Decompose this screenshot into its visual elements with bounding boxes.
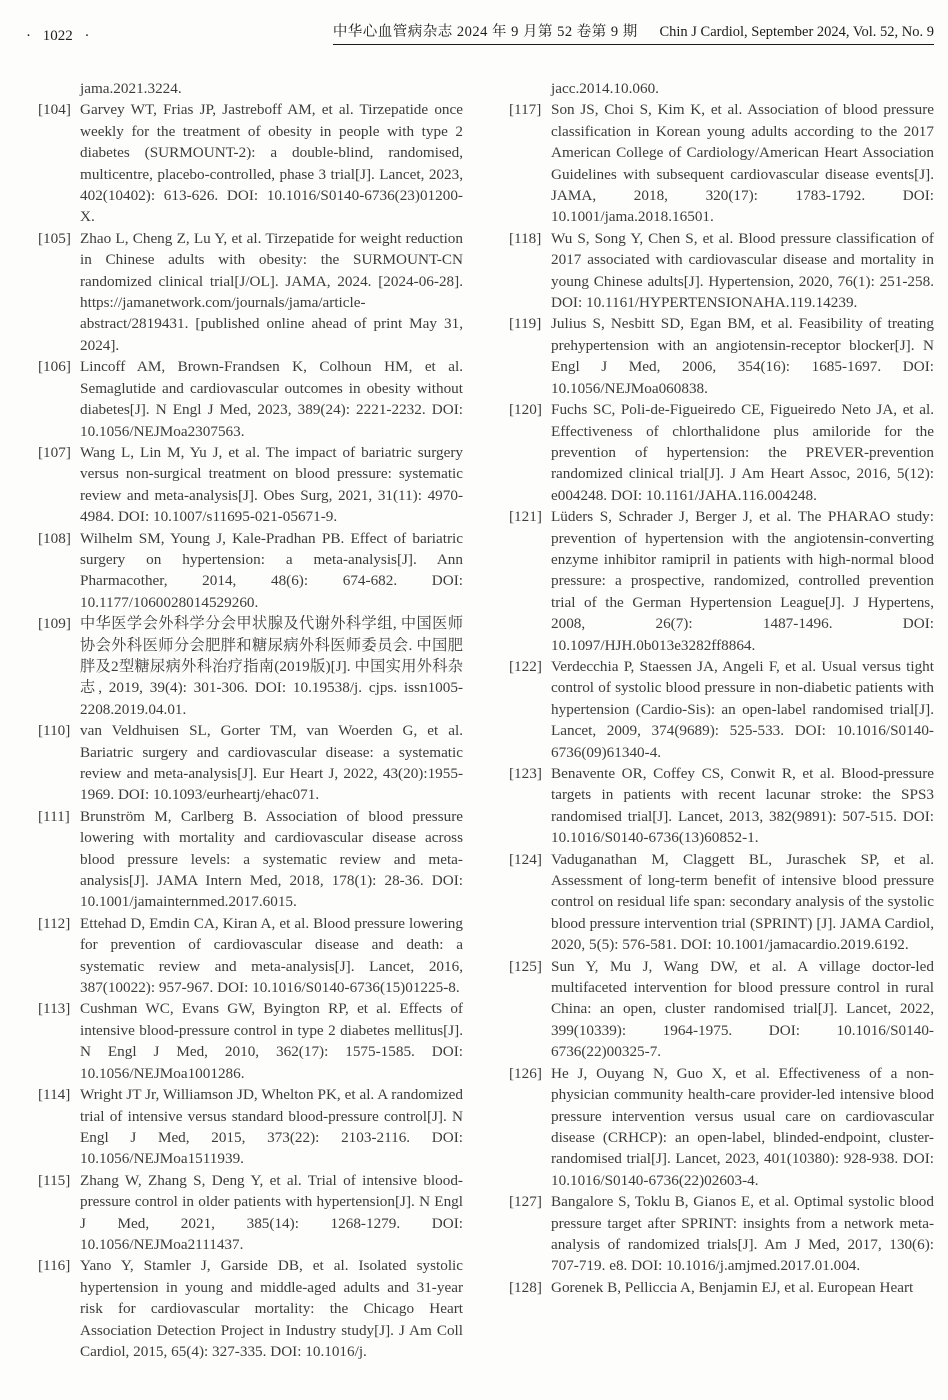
reference-number: [113] (38, 1000, 71, 1018)
references-right-column (509, 78, 934, 1362)
reference-text: Wu S, Song Y, Chen S, et al. Blood pressure classification of 2017 associated with cardiovascular disease and mortality in young Chinese adults[J]. Hypertension, 2020, 76(1): 251-258. DOI: 10.1161/HYPERTENSIONAHA.119.14239. (551, 229, 934, 312)
reference-item-125 (509, 956, 934, 1063)
reference-number: [105] (38, 229, 71, 247)
reference-number: [118] (509, 229, 542, 247)
reference-item-128 (509, 1277, 934, 1298)
reference-text: jama.2021.3224. (80, 80, 182, 97)
reference-text: Garvey WT, Frias JP, Jastreboff AM, et al. Tirzepatide once weekly for the treatment of obesity in people with type 2 diabetes (SURMOUNT-2): a double-blind, randomised, multicentre, placebo-controlled, phase 3 trial[J]. Lancet, 2023, 402(10402): 613-626. DOI: 10.1016/S0140-6736(23)01200-X. (80, 101, 463, 226)
page-number: · 1022 · (26, 28, 90, 44)
reference-number: [104] (38, 101, 71, 119)
reference-item-110 (38, 720, 463, 806)
reference-text: jacc.2014.10.060. (551, 80, 659, 97)
reference-item-115 (38, 1170, 463, 1256)
reference-text: Gorenek B, Pelliccia A, Benjamin EJ, et al. European Heart (551, 1278, 914, 1296)
reference-text: Fuchs SC, Poli-de-Figueiredo CE, Figueiredo Neto JA, et al. Effectiveness of chlorthalidone plus amiloride for the prevention of hypertension: the PREVER-prevention randomized clinical trial[J]. J Am Heart Assoc, 2016, 5(12): e004248. DOI: 10.1161/JAHA.116.004248. (551, 401, 934, 504)
reference-number: [121] (509, 508, 542, 526)
journal-title-chinese: 中华心血管病杂志 2024 年 9 月第 52 卷第 9 期 (332, 24, 638, 40)
reference-number: [125] (509, 957, 542, 975)
reference-item-114 (38, 1084, 463, 1170)
reference-item-116 (38, 1255, 463, 1362)
reference-number: [126] (509, 1064, 542, 1082)
reference-item-109 (38, 613, 463, 720)
reference-item-117 (509, 99, 934, 227)
reference-number: [111] (38, 807, 70, 825)
reference-item-119 (509, 313, 934, 399)
reference-number: [119] (509, 315, 542, 333)
references-section (24, 78, 934, 1362)
reference-item-108 (38, 528, 463, 614)
reference-text: Wang L, Lin M, Yu J, et al. The impact of bariatric surgery versus non-surgical treatment on blood pressure: systematic review and meta-analysis[J]. Obes Surg, 2021, 31(11): 4970-4984. DOI: 10.1007/s11695-021-05671-9. (80, 443, 463, 526)
reference-item-111 (38, 806, 463, 913)
reference-number: [107] (38, 443, 71, 461)
reference-number: [109] (38, 615, 71, 633)
reference-continuation (509, 78, 934, 99)
reference-item-126 (509, 1063, 934, 1191)
reference-number: [108] (38, 529, 71, 547)
reference-text: Zhang W, Zhang S, Deng Y, et al. Trial of intensive blood-pressure control in older patients with hypertension[J]. N Engl J Med, 2021, 385(14): 1268-1279. DOI: 10.1056/NEJMoa2111437. (80, 1171, 463, 1253)
reference-text: He J, Ouyang N, Guo X, et al. Effectiveness of a non-physician community health-care provider-led intensive blood pressure intervention versus usual care on cardiovascular disease (CRHCP): an open-label, blinded-endpoint, cluster-randomised trial[J]. Lancet, 2023, 401(10380): 928-938. DOI: 10.1016/S0140-6736(22)02603-4. (551, 1064, 934, 1189)
references-left-column (38, 78, 463, 1362)
reference-item-104 (38, 99, 463, 227)
reference-continuation (38, 78, 463, 99)
reference-text: Brunström M, Carlberg B. Association of blood pressure lowering with mortality and cardiovascular disease across blood pressure levels: a systematic review and meta-analysis[J]. JAMA Intern Med, 2018, 178(1): 28-36. DOI: 10.1001/jamainternmed.2017.6015. (80, 807, 463, 911)
reference-text: Vaduganathan M, Claggett BL, Juraschek SP, et al. Assessment of long-term benefit of intensive blood pressure control on residual life span: secondary analysis of the systolic blood pressure intervention trial (SPRINT) [J]. JAMA Cardiol, 2020, 5(5): 576-581. DOI: 10.1001/jamacardio.2019.6192. (551, 850, 934, 954)
reference-number: [115] (38, 1171, 71, 1189)
journal-title-english: Chin J Cardiol, September 2024, Vol. 52, No. 9 (659, 24, 934, 40)
reference-item-106 (38, 356, 463, 442)
reference-item-107 (38, 442, 463, 528)
reference-text: Ettehad D, Emdin CA, Kiran A, et al. Blood pressure lowering for prevention of cardiovascular disease and death: a systematic review and meta-analysis[J]. Lancet, 2016, 387(10022): 957-967. DOI: 10.1016/S0140-6736(15)01225-8. (80, 914, 463, 997)
reference-item-127 (509, 1191, 934, 1277)
reference-text: Son JS, Choi S, Kim K, et al. Association of blood pressure classification in Korean young adults according to the 2017 American College of Cardiology/American Heart Association Guidelines with subsequent cardiovascular disease events[J]. JAMA, 2018, 320(17): 1783-1792. DOI: 10.1001/jama.2018.16501. (551, 101, 934, 226)
reference-item-105 (38, 228, 463, 356)
reference-number: [116] (38, 1257, 71, 1275)
reference-text: Yano Y, Stamler J, Garside DB, et al. Isolated systolic hypertension in young and middle-aged adults and 31-year risk for cardiovascular mortality: the Chicago Heart Association Detection Project in Industry study[J]. J Am Coll Cardiol, 2015, 65(4): 327-335. DOI: 10.1016/j. (80, 1257, 463, 1360)
reference-text: Lüders S, Schrader J, Berger J, et al. The PHARAO study: prevention of hypertension with the angiotensin-converting enzyme inhibitor ramipril in patients with high-normal blood pressure: a prospective, randomized, controlled prevention trial of the German Hypertension League[J]. J Hypertens, 2008, 26(7): 1487-1496. DOI: 10.1097/HJH.0b013e3282ff8864. (551, 508, 934, 654)
reference-text: Sun Y, Mu J, Wang DW, et al. A village doctor-led multifaceted intervention for blood pressure control in rural China: an open, cluster randomised trial[J]. Lancet, 2022, 399(10339): 1964-1975. DOI: 10.1016/S0140-6736(22)00325-7. (551, 957, 934, 1061)
reference-text: Julius S, Nesbitt SD, Egan BM, et al. Feasibility of treating prehypertension with an angiotensin-receptor blocker[J]. N Engl J Med, 2006, 354(16): 1685-1697. DOI: 10.1056/NEJMoa060838. (551, 315, 934, 397)
reference-number: [122] (509, 657, 542, 675)
reference-number: [123] (509, 765, 542, 782)
reference-item-112 (38, 913, 463, 999)
reference-item-122 (509, 656, 934, 763)
reference-number: [124] (509, 850, 542, 868)
reference-text: Verdecchia P, Staessen JA, Angeli F, et al. Usual versus tight control of systolic blood pressure in non-diabetic patients with hypertension (Cardio-Sis): an open-label randomised trial[J]. Lancet, 2009, 374(9689): 525-533. DOI: 10.1016/S0140-6736(09)61340-4. (551, 657, 934, 761)
reference-item-113 (38, 998, 463, 1084)
reference-number: [112] (38, 914, 71, 932)
reference-number: [128] (509, 1278, 542, 1296)
reference-text: 中华医学会外科学分会甲状腺及代谢外科学组, 中国医师协会外科医师分会肥胖和糖尿病外科医师委员会. 中国肥胖及2型糖尿病外科治疗指南(2019版)[J]. 中国实用外科杂志, 2019, 39(4): 301-306. DOI: 10.19538/j. cjps. issn1005-2208.2019.04.01. (80, 615, 463, 718)
reference-item-118 (509, 228, 934, 314)
reference-text: van Veldhuisen SL, Gorter TM, van Woerden G, et al. Bariatric surgery and cardiovascular disease: a systematic review and meta-analysis[J]. Eur Heart J, 2022, 43(20):1955-1969. DOI: 10.1093/eurheartj/ehac071. (80, 722, 463, 804)
reference-text: Benavente OR, Coffey CS, Conwit R, et al. Blood-pressure targets in patients with recent lacunar stroke: the SPS3 randomised trial[J]. Lancet, 2013, 382(9891): 507-515. DOI: 10.1016/S0140-6736(13)60852-1. (551, 765, 934, 847)
page-header (24, 20, 934, 45)
reference-text: Wilhelm SM, Young J, Kale-Pradhan PB. Effect of bariatric surgery on hypertension: a meta-analysis[J]. Ann Pharmacother, 2014, 48(6): 674-682. DOI: 10.1177/1060028014529260. (80, 529, 463, 611)
reference-text: Bangalore S, Toklu B, Gianos E, et al. Optimal systolic blood pressure target after SPRINT: insights from a network meta-analysis of randomized trials[J]. Am J Med, 2017, 130(6): 707-719. e8. DOI: 10.1016/j.amjmed.2017.01.004. (551, 1193, 934, 1275)
reference-text: Zhao L, Cheng Z, Lu Y, et al. Tirzepatide for weight reduction in Chinese adults with obesity: the SURMOUNT-CN randomized clinical trial[J/OL]. JAMA, 2024. [2024-06-28]. https://jamanetwork.com/journals/jama/article-abstract/2819431. [published online ahead of print May 31, 2024]. (80, 229, 463, 354)
reference-number: [114] (38, 1086, 71, 1104)
reference-number: [120] (509, 401, 542, 419)
journal-title (333, 20, 934, 45)
reference-text: Cushman WC, Evans GW, Byington RP, et al. Effects of intensive blood-pressure control in type 2 diabetes mellitus[J]. N Engl J Med, 2010, 362(17): 1575-1585. DOI: 10.1056/NEJMoa1001286. (80, 1000, 463, 1082)
reference-item-120 (509, 399, 934, 506)
reference-number: [106] (38, 358, 71, 376)
reference-number: [127] (509, 1193, 542, 1211)
reference-item-123 (509, 763, 934, 849)
reference-number: [110] (38, 722, 71, 740)
reference-item-124 (509, 849, 934, 956)
reference-text: Lincoff AM, Brown-Frandsen K, Colhoun HM, et al. Semaglutide and cardiovascular outcomes in obesity without diabetes[J]. N Engl J Med, 2023, 389(24): 2221-2232. DOI: 10.1056/NEJMoa2307563. (80, 358, 463, 440)
reference-item-121 (509, 506, 934, 656)
reference-text: Wright JT Jr, Williamson JD, Whelton PK, et al. A randomized trial of intensive versus standard blood-pressure control[J]. N Engl J Med, 2015, 373(22): 2103-2116. DOI: 10.1056/NEJMoa1511939. (80, 1086, 463, 1168)
reference-number: [117] (509, 101, 542, 119)
